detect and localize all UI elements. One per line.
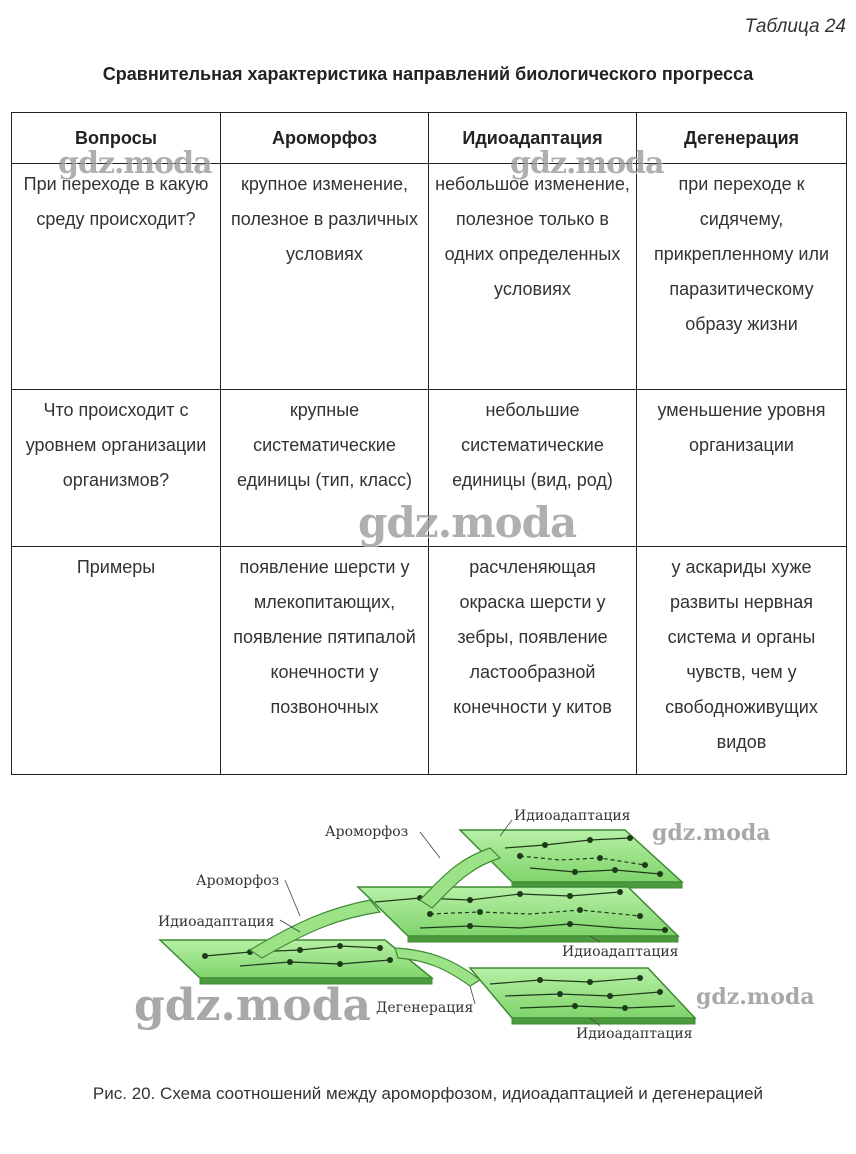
- table-row: [12, 547, 847, 775]
- table-cell: у аскариды хуже развиты нервная система и органы чувств, чем у свободноживущих видов: [637, 547, 847, 775]
- table-cell: появление шерсти у млекопитающих, появление пятипалой конечности у позвоночных: [221, 547, 429, 775]
- watermark: gdz.moda: [510, 146, 664, 181]
- plate-left: [160, 940, 432, 984]
- table-cell: крупное изменение, полезное в различных условиях: [221, 164, 429, 390]
- plate-bottom: [470, 968, 695, 1024]
- table-cell: небольшие систематические единицы (вид, род): [429, 390, 637, 547]
- label-aromorphosis-upper: Ароморфоз: [325, 824, 409, 840]
- table-cell: при переходе к сидячему, прикрепленному или паразитическому образу жизни: [637, 164, 847, 390]
- table-row: [12, 164, 847, 390]
- table-cell: Примеры: [12, 547, 221, 775]
- label-aromorphosis-lower: Ароморфоз: [196, 873, 280, 889]
- table-cell: При переходе в какую среду происходит?: [12, 164, 221, 390]
- table-cell: крупные систематические единицы (тип, класс): [221, 390, 429, 547]
- header-degeneration: Дегенерация: [637, 113, 847, 164]
- plate-middle: [358, 887, 678, 942]
- header-idioadaptation: Идиоадаптация: [429, 113, 637, 164]
- header-questions: Вопросы: [12, 113, 221, 164]
- table-cell: расчленяющая окраска шерсти у зебры, появление ластообразной конечности у китов: [429, 547, 637, 775]
- watermark: gdz.moda: [696, 984, 815, 1010]
- watermark: gdz.moda: [58, 146, 212, 181]
- page-title: Сравнительная характеристика направлений биологического прогресса: [102, 64, 754, 84]
- label-idioadaptation-left: Идиоадаптация: [158, 914, 275, 930]
- figure-caption: Рис. 20. Схема соотношений между ароморфозом, идиоадаптацией и дегенерацией: [92, 1084, 764, 1103]
- watermark: gdz.moda: [358, 498, 577, 547]
- table-number: Таблица 24: [744, 16, 846, 37]
- watermark: gdz.moda: [134, 980, 372, 1031]
- comparison-table: [11, 112, 847, 775]
- table-row: [12, 390, 847, 547]
- label-degeneration: Дегенерация: [376, 1000, 474, 1016]
- label-idioadaptation-middle: Идиоадаптация: [562, 944, 679, 960]
- header-aromorphosis: Ароморфоз: [221, 113, 429, 164]
- evolution-scheme-diagram: [0, 790, 856, 1060]
- label-idioadaptation-top: Идиоадаптация: [514, 808, 631, 824]
- watermark: gdz.moda: [652, 820, 771, 846]
- table-cell: уменьшение уровня организации: [637, 390, 847, 547]
- label-idioadaptation-bottom: Идиоадаптация: [576, 1026, 693, 1042]
- table-header-row: [12, 113, 847, 164]
- table-cell: Что происходит с уровнем организации организмов?: [12, 390, 221, 547]
- table-cell: небольшое изменение, полезное только в одних определенных условиях: [429, 164, 637, 390]
